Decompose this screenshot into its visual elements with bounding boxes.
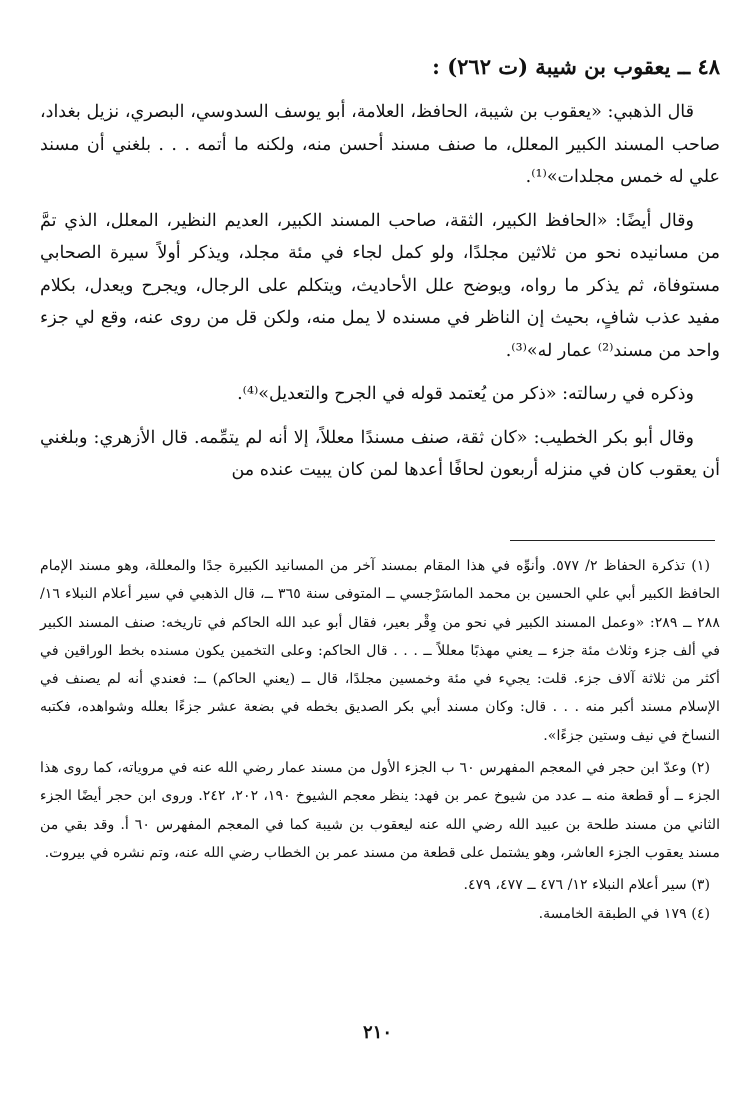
footnote-3: (٣) سير أعلام النبلاء ١٢/ ٤٧٦ ــ ٤٧٧، ٤٧٩. [463,877,710,894]
footnote-1: (١) تذكرة الحفاظ ٢/ ٥٧٧. وأنوِّه في هذا المقام بمسند آخر من المسانيد الكبيرة جدًا والمعللة، وهو مسند الإمام الحافظ الكبير أبي علي الحسين بن محمد الماسَرْجسي ــ المتوفى سنة ٣٦٥ ــ، قال الذهبي في سير أعلام النبلاء ١٦/ ٢٨٨ ــ ٢٨٩: «وعمل المسند الكبير في نحو من وِقْر بعير، فقال أبو عبد الله الحاكم في تاريخه: صنف المسند الكبير في ألف جزء وثلاث مئة جزء ــ يعني مهذبًا معللاً ــ . . . قال الحاكم: وعلى التخمين يكون مسنده بخط الوراقين في أكثر من ثلاثة آلاف جزء. قلت: يجيء في مئة وخمسين مجلدًا، قال ــ (يعني الحاكم) ــ: فعندي أنه لم يصنف في الإسلام مسند أكبر منه . . . قال: وكان مسند أبي بكر الصديق بخطه في بضعة عشر جزءًا بعلله وشواهده، فكتبه النساخ في نيف وستين جزءًا». [40,558,720,744]
biography-heading: ٤٨ ــ يعقوب بن شيبة (ت ٢٦٢) : [432,54,720,79]
footnote-divider [510,540,715,541]
footnote-4: (٤) ١٧٩ في الطبقة الخامسة. [538,905,710,922]
page-title [40,52,720,82]
footnote-2: (٢) وعدّ ابن حجر في المعجم المفهرس ٦٠ ب الجزء الأول من مسند عمار رضي الله عنه في مروياته، كما روى هذا الجزء ــ أو قطعة منه ــ عدد من شيوخ عمر بن فهد: ينظر معجم الشيوخ ١٩٠، ٢٠٢، ٢٤٢. وروى ابن حجر أيضًا الجزء الثاني من مسند طلحة بن عبيد الله رضي الله عنه ليعقوب بن شيبة كما في المعجم المفهرس ٦٠ أ. وقد بقي من مسند يعقوب الجزء العاشر، وهو يشتمل على قطعة من مسند عمر بن الخطاب رضي الله عنه، وتم نشره في بيروت. [40,760,721,861]
page-number: ٢١٠ [362,1022,392,1043]
main-text [40,96,720,487]
paragraph-risala-mention: وذكره في رسالته: «ذكر من يُعتمد قوله في الجرح والتعديل»⁽⁴⁾. [237,384,694,404]
paragraph-dhahabi-second-quote: وقال أيضًا: «الحافظ الكبير، الثقة، صاحب المسند الكبير، العديم النظير، المعلل، الذي تمَّ من مسانيده نحو من ثلاثين مجلدًا، ولو كمل لجاء في مئة مجلد، ويذكر أولاً سيرة الصحابي مستوفاة، ثم يذكر ما رواه، ويوضح علل الأحاديث، ويتكلم على الرجال، ويجرح ويعدل، بكلام مفيد عذب شافٍ، بحيث إن الناظر في مسنده لا يمل منه، ولكن قل من روى عنه، وقع لي جزء واحد من مسند⁽²⁾ عمار له»⁽³⁾. [40,210,720,361]
paragraph-dhahabi-quote: قال الذهبي: «يعقوب بن شيبة، الحافظ، العلامة، أبو يوسف السدوسي، البصري، نزيل بغداد، صاحب المسند الكبير المعلل، ما صنف مسند أحسن منه، ولكنه ما أتمه . . . بلغني أن مسند علي له خمس مجلدات»⁽¹⁾. [40,102,720,187]
paragraph-khatib-quote: وقال أبو بكر الخطيب: «كان ثقة، صنف مسندًا معللاً، إلا أنه لم يتمِّمه. قال الأزهري: وبلغني أن يعقوب كان في منزله أربعون لحافًا أعدها لمن كان يبيت عنده من [40,427,720,480]
footnotes [40,552,720,928]
